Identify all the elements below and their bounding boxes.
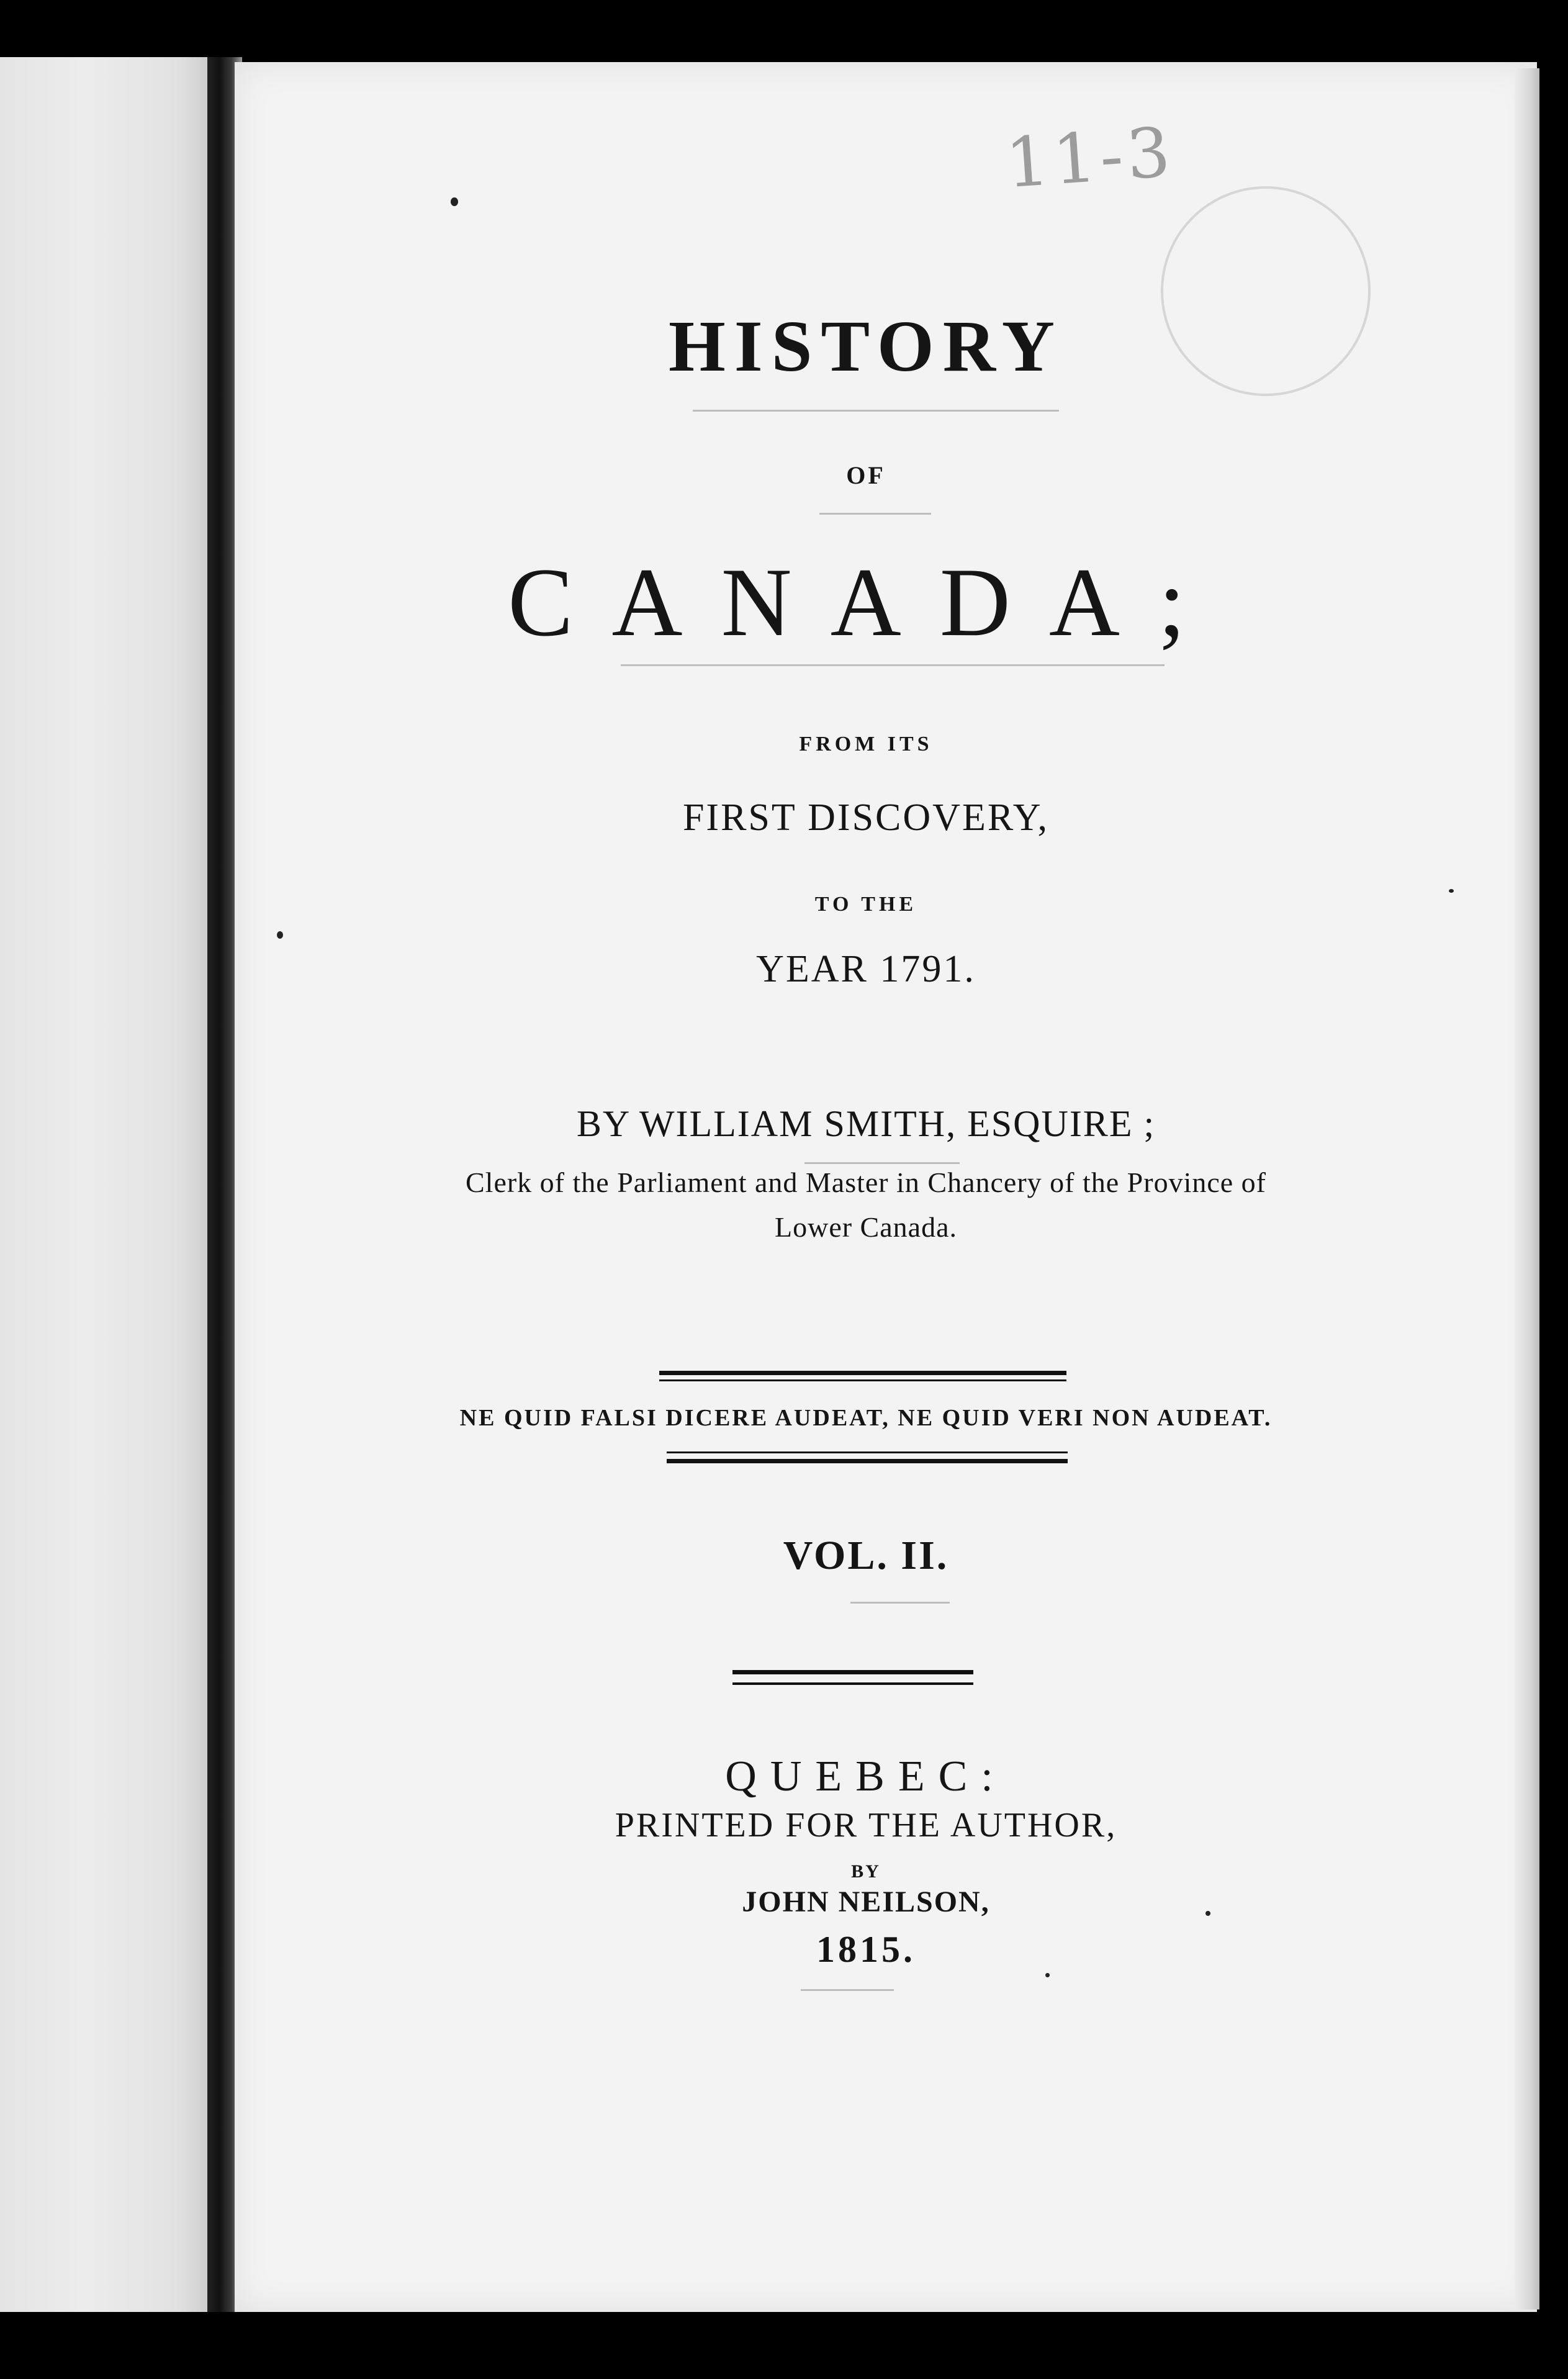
page-edge xyxy=(1515,68,1539,2309)
author-line: BY WILLIAM SMITH, ESQUIRE ; xyxy=(576,1103,1156,1144)
scan-bottom-border xyxy=(0,2312,1568,2379)
ink-speck xyxy=(277,931,283,939)
imprint-place: QUEBEC: xyxy=(725,1753,1007,1800)
latin-motto: NE QUID FALSI DICERE AUDEAT, NE QUID VERI NON AUDEAT. xyxy=(459,1405,1273,1431)
title-underline xyxy=(693,410,1059,412)
author-office-line-2: Lower Canada. xyxy=(775,1211,957,1243)
subject-underline xyxy=(621,664,1165,666)
volume-number: VOL. II. xyxy=(783,1533,949,1578)
subtitle-first-discovery: FIRST DISCOVERY, xyxy=(682,797,1050,839)
motto-bottom-rule-thick xyxy=(667,1459,1068,1463)
motto-top-rule-thick xyxy=(659,1371,1066,1375)
book-subject: CANADA; xyxy=(508,548,1224,657)
subtitle-from-its: FROM ITS xyxy=(799,733,933,756)
author-office-line-1: Clerk of the Parliament and Master in Chancery of the Province of xyxy=(465,1167,1267,1198)
scan-top-border xyxy=(0,0,1568,57)
imprint-rule-thick xyxy=(732,1670,973,1674)
imprint-by: BY xyxy=(851,1861,881,1882)
date-underline xyxy=(801,1989,894,1991)
title-connector-of: OF xyxy=(846,461,886,489)
motto-bottom-rule-thin xyxy=(667,1451,1068,1453)
volume-underline xyxy=(850,1602,950,1604)
subtitle-year: YEAR 1791. xyxy=(756,948,976,990)
imprint-date: 1815. xyxy=(816,1929,916,1970)
scan-right-border xyxy=(1539,57,1568,2312)
motto-top-rule-thin xyxy=(659,1379,1066,1381)
ink-speck xyxy=(451,197,458,206)
of-underline xyxy=(819,513,931,515)
imprint-printed-for: PRINTED FOR THE AUTHOR, xyxy=(615,1806,1117,1844)
author-underline xyxy=(804,1162,960,1164)
subtitle-to-the: TO THE xyxy=(814,893,917,916)
manuscript-shelf-mark: 11-3 xyxy=(1003,112,1177,204)
book-title: HISTORY xyxy=(669,305,1063,387)
ink-speck xyxy=(1045,1973,1050,1977)
facing-page-leaf xyxy=(0,57,207,2312)
imprint-printer: JOHN NEILSON, xyxy=(742,1885,990,1918)
imprint-rule-thin xyxy=(732,1682,973,1685)
